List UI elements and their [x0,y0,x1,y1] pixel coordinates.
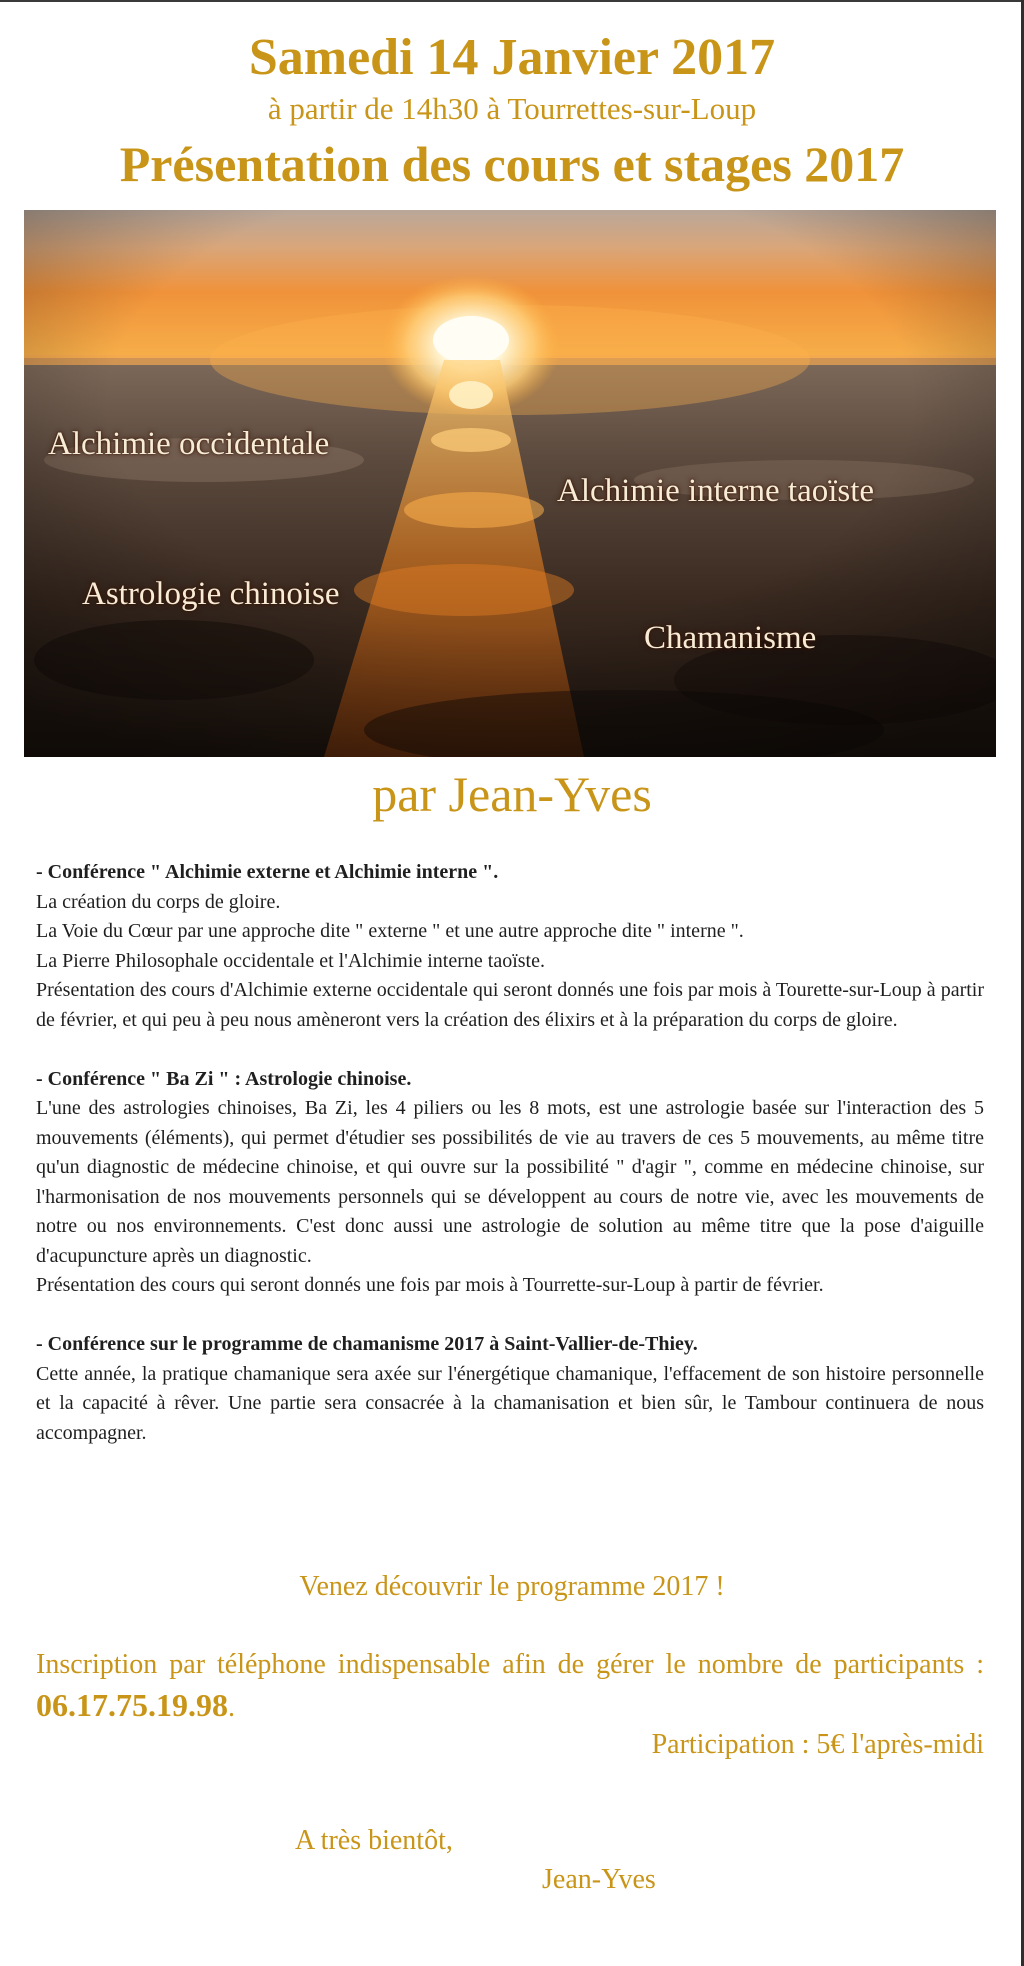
event-time-place: à partir de 14h30 à Tourrettes-sur-Loup [267,91,757,126]
section-line: Cette année, la pratique chamanique sera axée sur l'énergétique chamanique, l'effacement de son histoire personnelle et la capacité à rêver. Une partie sera consacrée à la chamanisation et bien sûr, le Tambour continuera de nous accompagner. [36,1362,984,1444]
inscription-text: Inscription par téléphone indispensable afin de gérer le nombre de participants : [36,1649,984,1680]
call-to-action: Venez découvrir le programme 2017 ! [299,1571,725,1602]
section-line: L'une des astrologies chinoises, Ba Zi, les 4 piliers ou les 8 mots, est une astrologie basée sur l'interaction des 5 mouvements (éléments), qui permet d'étudier ses possibilités de vie au travers de ces 5 mouvements, au même titre qu'un diagnostic de médecine chinoise, et qui ouvre sur la possibilité " d'agir ", comme en médecine chinoise, sur l'harmonisation de nos mouvements personnels qui se développent au cours de notre vie, avec les mouvements de notre ou nos environnements. C'est donc aussi une astrologie de solution au même titre que la pose d'aiguille d'acupuncture après un diagnostic. [36,1097,984,1267]
section-line: La Voie du Cœur par une approche dite " externe " et une autre approche dite " interne ". [36,920,744,942]
section-line: Présentation des cours qui seront donnés une fois par mois à Tourrette-sur-Loup à partir de février. [36,1274,824,1296]
closing-signature: Jean-Yves [542,1864,656,1895]
top-border [0,0,1024,2]
section-line: La Pierre Philosophale occidentale et l'Alchimie interne taoïste. [36,949,545,972]
sunset-banner-image [24,210,996,757]
image-label-chamanisme: Chamanisme [644,620,817,656]
section-title: - Conférence sur le programme de chamanisme 2017 à Saint-Vallier-de-Thiey. [36,1333,698,1355]
event-date-title: Samedi 14 Janvier 2017 [248,29,776,86]
byline: par Jean-Yves [372,766,652,822]
image-label-alchimie-occidentale: Alchimie occidentale [48,426,330,462]
section-title: - Conférence " Ba Zi " : Astrologie chinoise. [36,1067,412,1090]
image-label-astrologie-chinoise: Astrologie chinoise [82,576,340,612]
section-line: Présentation des cours d'Alchimie externe occidentale qui seront donnés une fois par mois à Tourette-sur-Loup à partir de février, et qui peu à peu nous amèneront vers la création des élixirs et à la préparation du corps de gloire. [36,979,984,1031]
section-chamanisme [36,1330,984,1448]
event-main-title: Présentation des cours et stages 2017 [119,136,905,192]
closing-greeting: A très bientôt, [295,1825,453,1856]
section-ba-zi [36,1065,984,1301]
section-alchimie [36,858,984,1035]
inscription-notice [36,1645,984,1728]
section-title: - Conférence " Alchimie externe et Alchimie interne ". [36,861,499,883]
participation-fee: Participation : 5€ l'après-midi [651,1729,984,1760]
inscription-end: . [228,1692,235,1723]
image-label-alchimie-interne-taoiste: Alchimie interne taoïste [557,473,875,509]
phone-number[interactable]: 06.17.75.19.98 [36,1687,228,1723]
program-description [36,858,984,1448]
section-line: La création du corps de gloire. [36,890,281,913]
